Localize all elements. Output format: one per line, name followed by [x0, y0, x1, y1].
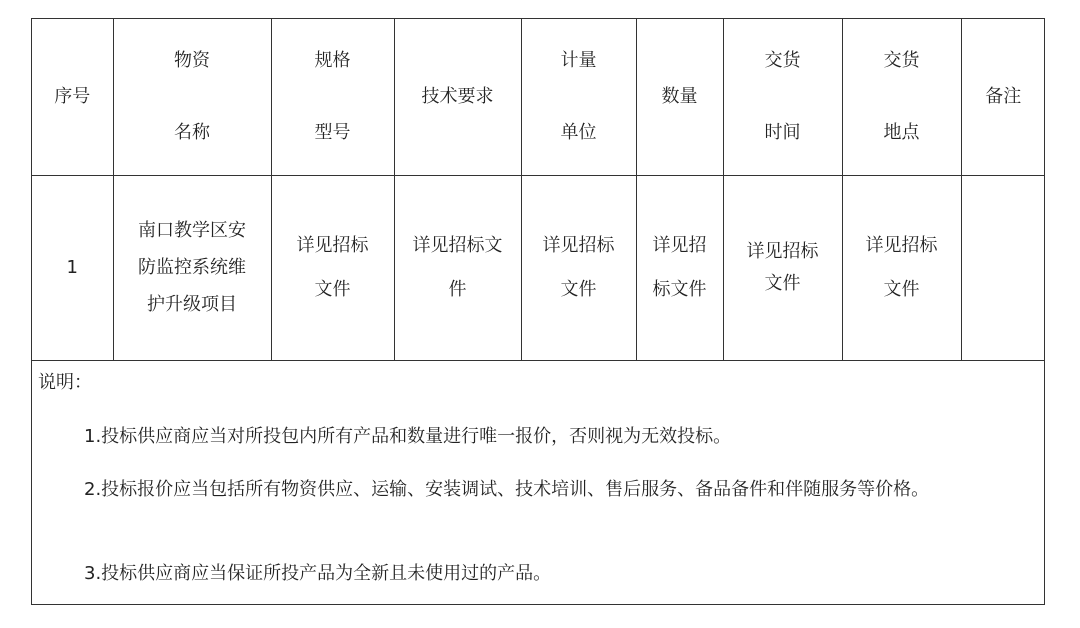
header-quantity: 数量	[636, 19, 723, 175]
cell-spec-model: 详见招标 文件	[271, 175, 394, 360]
procurement-sheet	[31, 18, 1045, 605]
cell-delivery-place: 详见招标 文件	[842, 175, 961, 360]
notes-title: 说明：	[38, 372, 92, 393]
header-spec-model: 规格 型号	[271, 19, 394, 175]
cell-index: 1	[32, 175, 113, 360]
table-header-row	[32, 19, 1045, 175]
cell-item-name: 南口教学区安 防监控系统维 护升级项目	[113, 175, 271, 360]
note-item: 2.投标报价应当包括所有物资供应、运输、安装调试、技术培训、售后服务、备品备件和伴随服务等价格。	[84, 479, 930, 500]
note-item: 1.投标供应商应当对所投包内所有产品和数量进行唯一报价，否则视为无效投标。	[84, 426, 732, 447]
header-delivery-place: 交货 地点	[842, 19, 961, 175]
cell-quantity: 详见招 标文件	[636, 175, 723, 360]
cell-remarks	[961, 175, 1045, 360]
cell-unit: 详见招标 文件	[521, 175, 636, 360]
header-delivery-time: 交货 时间	[723, 19, 842, 175]
procurement-table	[32, 19, 1045, 361]
header-index: 序号	[32, 19, 113, 175]
cell-delivery-time: 详见招标 文件	[723, 175, 842, 360]
header-tech-requirements: 技术要求	[394, 19, 521, 175]
header-remarks: 备注	[961, 19, 1045, 175]
header-unit: 计量 单位	[521, 19, 636, 175]
note-item: 3.投标供应商应当保证所投产品为全新且未使用过的产品。	[84, 563, 552, 584]
cell-tech-requirements: 详见招标文 件	[394, 175, 521, 360]
header-item-name: 物资 名称	[113, 19, 271, 175]
table-row	[32, 175, 1045, 360]
